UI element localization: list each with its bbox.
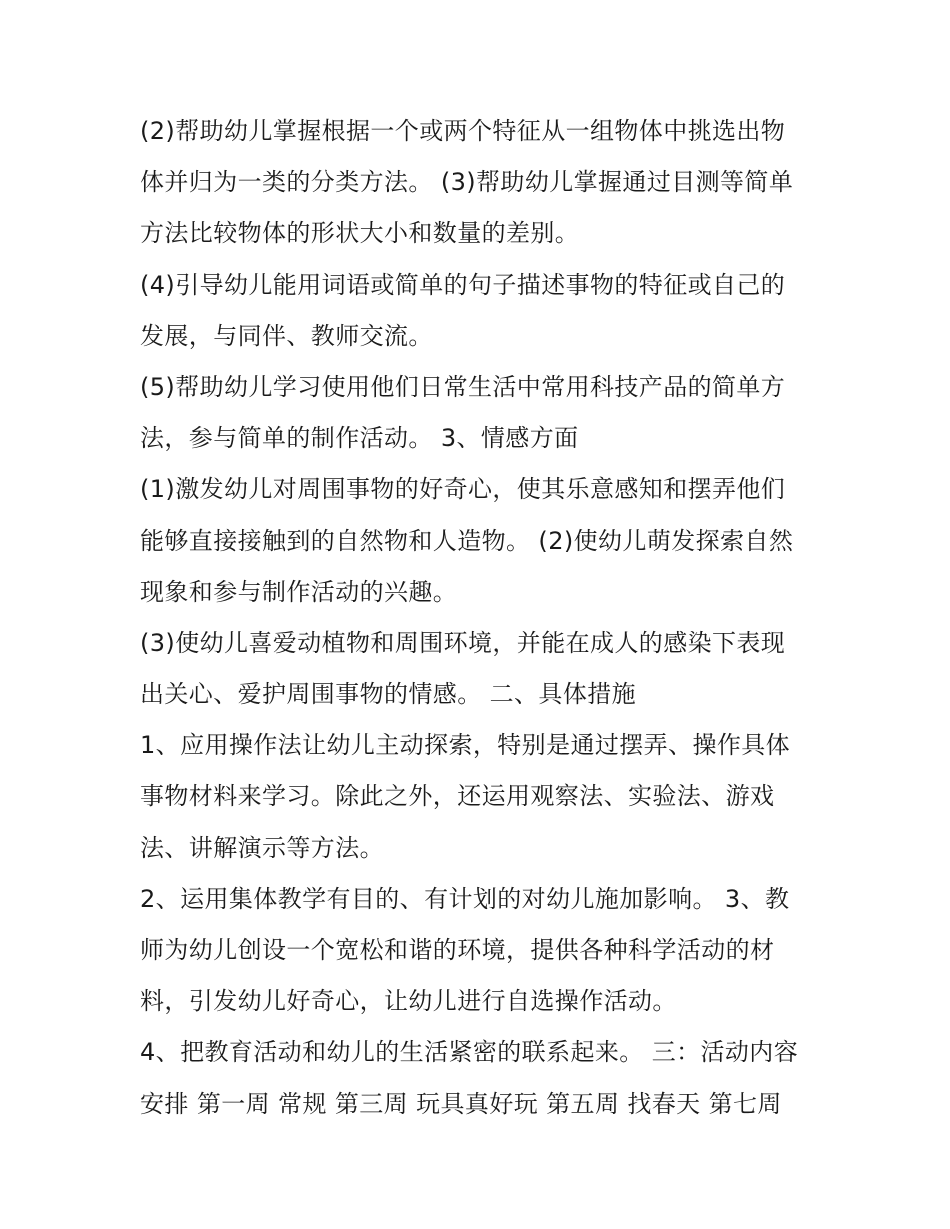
text-line: 发展，与同伴、教师交流。 xyxy=(140,321,433,350)
text-line: (4)引导幼儿能用词语或简单的句子描述事物的特征或自己的 xyxy=(140,270,786,299)
text-line: 方法比较物体的形状大小和数量的差别。 xyxy=(140,219,580,248)
text-line: 师为幼儿创设一个宽松和谐的环境，提供各种科学活动的材 xyxy=(140,936,775,964)
text-line: 出关心、爱护周围事物的情感。 二、具体措施 xyxy=(140,680,637,709)
text-line: (1)激发幼儿对周围事物的好奇心，使其乐意感知和摆弄他们 xyxy=(140,475,786,504)
text-line: (5)帮助幼儿学习使用他们日常生活中常用科技产品的简单方 xyxy=(140,372,786,401)
text-line: (3)使幼儿喜爱动植物和周围环境，并能在成人的感染下表现 xyxy=(140,628,786,657)
text-line: 法、讲解演示等方法。 xyxy=(140,833,384,862)
document-body xyxy=(140,106,820,1130)
text-line: 安排 第一周 常规 第三周 玩具真好玩 第五周 找春天 第七周 xyxy=(140,1089,782,1118)
text-line: 法，参与简单的制作活动。 3、情感方面 xyxy=(140,424,579,453)
text-line: 1、应用操作法让幼儿主动探索，特别是通过摆弄、操作具体 xyxy=(140,731,791,760)
text-line: 事物材料来学习。除此之外，还运用观察法、实验法、游戏 xyxy=(140,782,775,811)
text-line: 料，引发幼儿好奇心，让幼儿进行自选操作活动。 xyxy=(140,987,677,1016)
text-line: 能够直接接触到的自然物和人造物。 (2)使幼儿萌发探索自然 xyxy=(140,526,794,555)
text-line: 4、把教育活动和幼儿的生活紧密的联系起来。 三：活动内容 xyxy=(140,1038,799,1067)
text-line: 2、运用集体教学有目的、有计划的对幼儿施加影响。 3、教 xyxy=(140,884,790,913)
text-line: (2)帮助幼儿掌握根据一个或两个特征从一组物体中挑选出物 xyxy=(140,117,786,145)
text-line: 体并归为一类的分类方法。 (3)帮助幼儿掌握通过目测等简单 xyxy=(140,168,794,197)
text-line: 现象和参与制作活动的兴趣。 xyxy=(140,577,458,606)
